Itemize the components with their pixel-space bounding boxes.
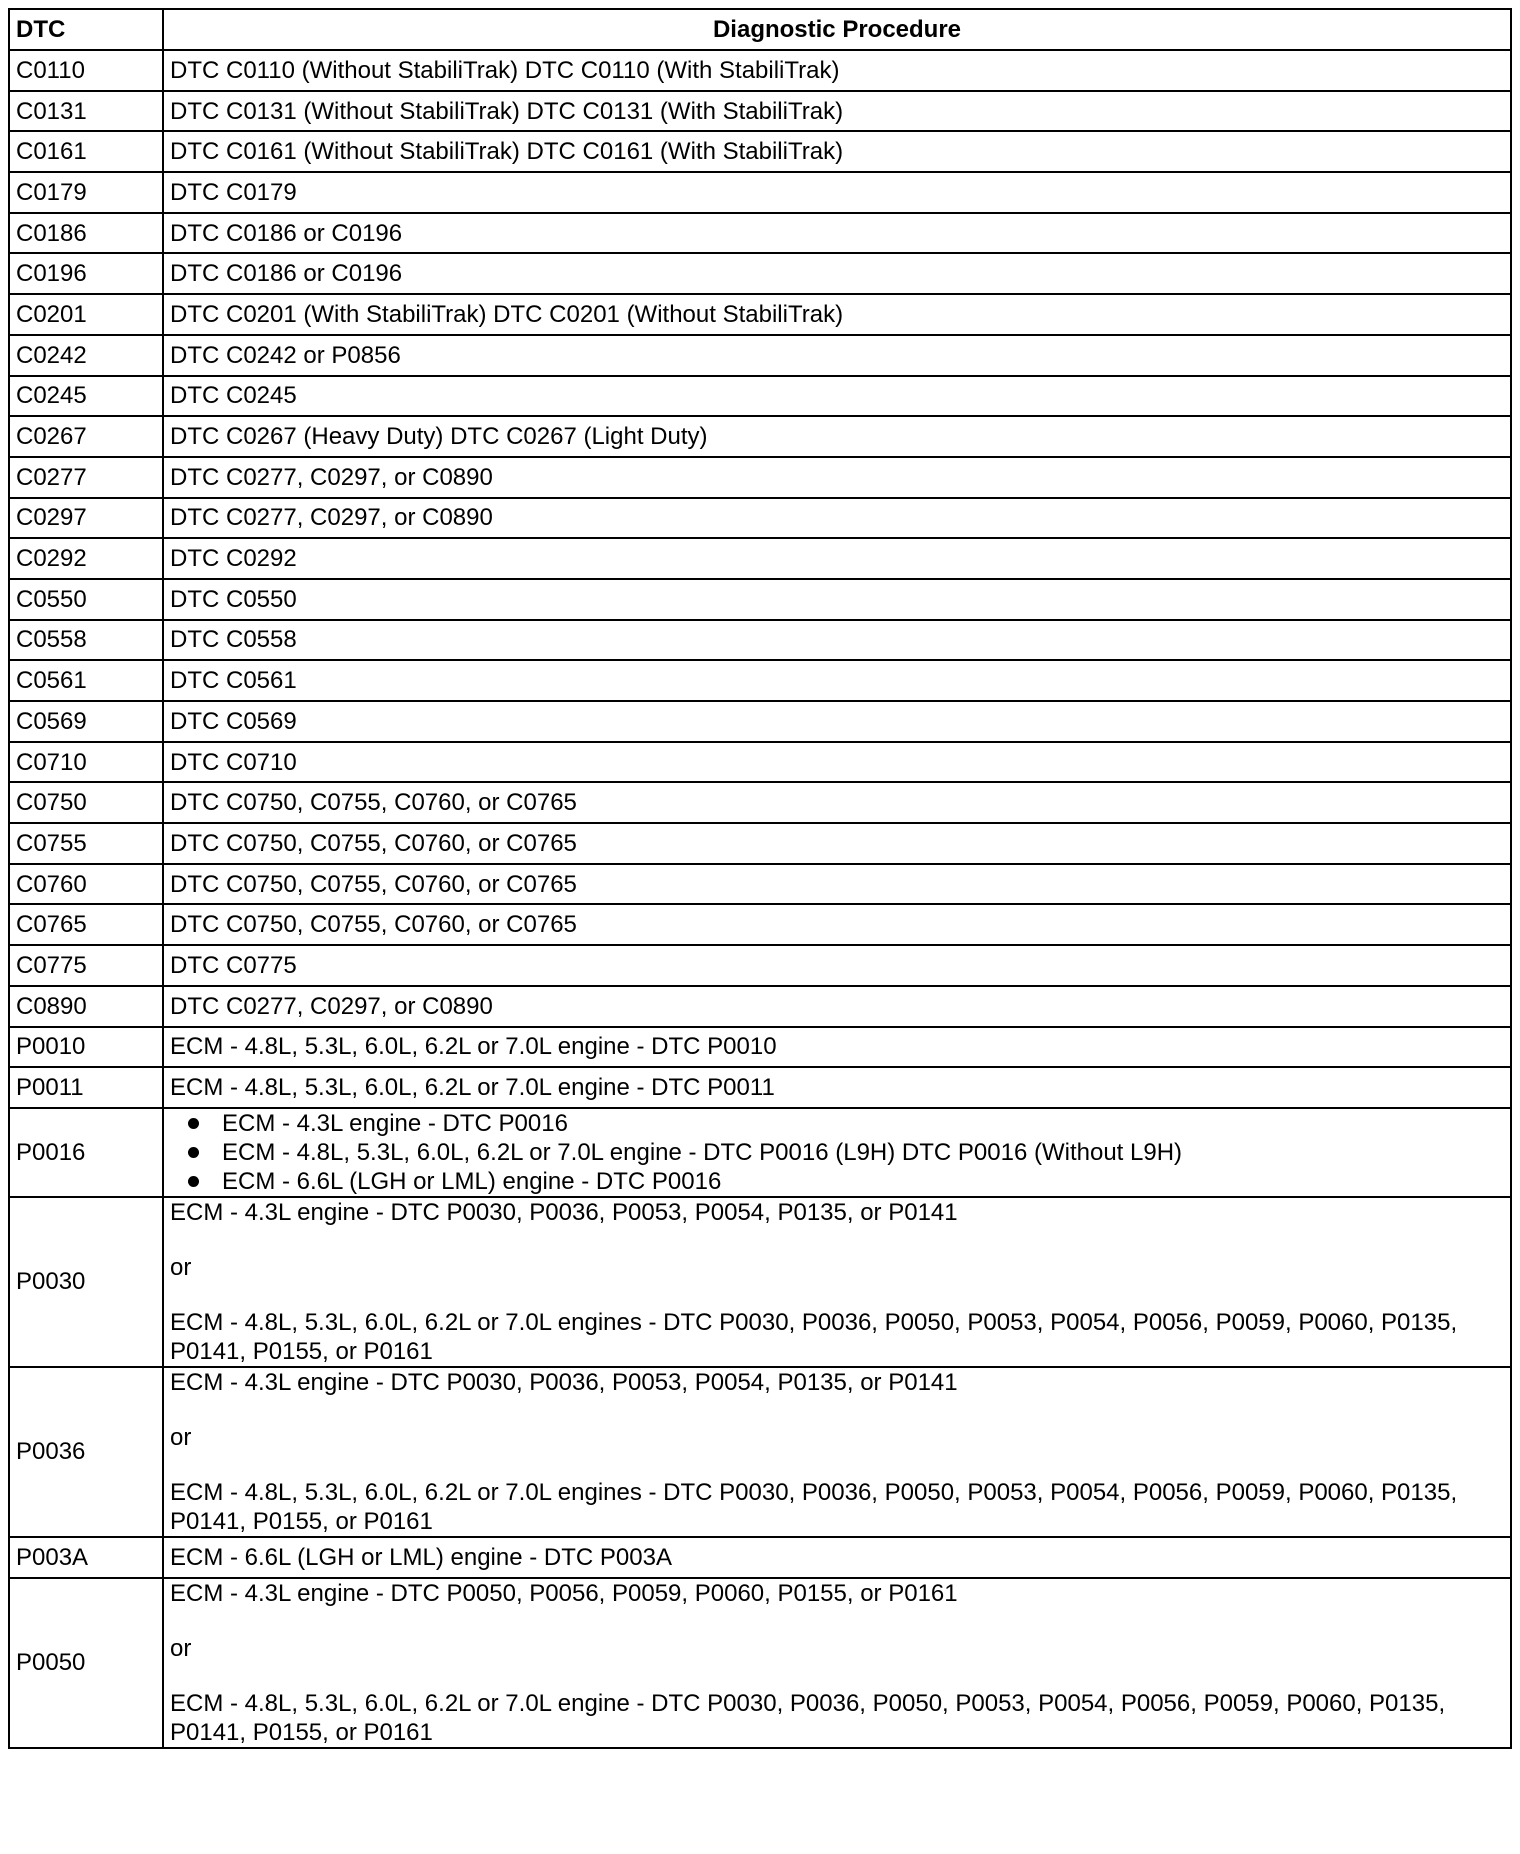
dtc-cell: C0765 [9, 904, 163, 945]
dtc-cell: C0561 [9, 660, 163, 701]
table-row [9, 538, 1511, 579]
procedure-cell: DTC C0277, C0297, or C0890 [163, 498, 1511, 539]
procedure-cell [163, 1197, 1511, 1367]
dtc-cell: C0161 [9, 131, 163, 172]
dtc-cell: C0179 [9, 172, 163, 213]
dtc-cell: C0890 [9, 986, 163, 1027]
dtc-cell: C0277 [9, 457, 163, 498]
bullet-icon [188, 1118, 199, 1129]
procedure-cell: DTC C0561 [163, 660, 1511, 701]
table-row [9, 742, 1511, 783]
procedure-cell: ECM - 4.8L, 5.3L, 6.0L, 6.2L or 7.0L engine - DTC P0011 [163, 1067, 1511, 1108]
dtc-column-header: DTC [9, 9, 163, 50]
table-row-p0050 [9, 1578, 1511, 1748]
table-row [9, 945, 1511, 986]
procedure-cell: DTC C0186 or C0196 [163, 213, 1511, 254]
procedure-cell: DTC C0245 [163, 376, 1511, 417]
bullet-text: ECM - 4.8L, 5.3L, 6.0L, 6.2L or 7.0L engine - DTC P0016 (L9H) DTC P0016 (Without L9H) [222, 1138, 1183, 1166]
procedure-line: ECM - 4.3L engine - DTC P0030, P0036, P0053, P0054, P0135, or P0141 [170, 1368, 958, 1396]
procedure-cell: DTC C0131 (Without StabiliTrak) DTC C0131 (With StabiliTrak) [163, 91, 1511, 132]
procedure-line: ECM - 4.8L, 5.3L, 6.0L, 6.2L or 7.0L engines - DTC P0030, P0036, P0050, P0053, P0054, P0056, P0059, P0060, P0135, P0141, P0155, or P0161 [170, 1478, 1458, 1535]
bullet-list [170, 1109, 1504, 1196]
table-row [9, 131, 1511, 172]
procedure-cell: ECM - 4.8L, 5.3L, 6.0L, 6.2L or 7.0L engine - DTC P0010 [163, 1027, 1511, 1068]
table-row [9, 701, 1511, 742]
dtc-cell: C0292 [9, 538, 163, 579]
dtc-cell: P0010 [9, 1027, 163, 1068]
table-row [9, 823, 1511, 864]
procedure-cell: DTC C0277, C0297, or C0890 [163, 986, 1511, 1027]
procedure-column-header: Diagnostic Procedure [163, 9, 1511, 50]
procedure-cell: DTC C0267 (Heavy Duty) DTC C0267 (Light Duty) [163, 416, 1511, 457]
procedure-cell [163, 1578, 1511, 1748]
dtc-table [8, 8, 1512, 1749]
table-row [9, 213, 1511, 254]
table-row [9, 782, 1511, 823]
procedure-line: ECM - 4.8L, 5.3L, 6.0L, 6.2L or 7.0L engines - DTC P0030, P0036, P0050, P0053, P0054, P0056, P0059, P0060, P0135, P0141, P0155, or P0161 [170, 1308, 1458, 1365]
bullet-icon [188, 1147, 199, 1158]
table-row-p003a [9, 1537, 1511, 1578]
dtc-cell: C0201 [9, 294, 163, 335]
procedure-cell: DTC C0750, C0755, C0760, or C0765 [163, 823, 1511, 864]
table-row [9, 376, 1511, 417]
procedure-cell: DTC C0242 or P0856 [163, 335, 1511, 376]
dtc-cell: C0242 [9, 335, 163, 376]
table-row-p0016 [9, 1108, 1511, 1197]
procedure-cell: DTC C0110 (Without StabiliTrak) DTC C0110 (With StabiliTrak) [163, 50, 1511, 91]
table-row [9, 620, 1511, 661]
table-row-p0030 [9, 1197, 1511, 1367]
procedure-cell: DTC C0569 [163, 701, 1511, 742]
procedure-cell: DTC C0750, C0755, C0760, or C0765 [163, 782, 1511, 823]
bullet-text: ECM - 4.3L engine - DTC P0016 [222, 1109, 568, 1137]
dtc-cell: P0016 [9, 1108, 163, 1197]
dtc-cell: C0267 [9, 416, 163, 457]
table-row [9, 904, 1511, 945]
table-row [9, 253, 1511, 294]
table-row [9, 294, 1511, 335]
dtc-cell: C0110 [9, 50, 163, 91]
procedure-cell: DTC C0775 [163, 945, 1511, 986]
table-row [9, 457, 1511, 498]
dtc-cell: C0196 [9, 253, 163, 294]
bullet-icon [188, 1176, 199, 1187]
dtc-cell: C0186 [9, 213, 163, 254]
bullet-item [170, 1167, 1504, 1196]
bullet-text: ECM - 6.6L (LGH or LML) engine - DTC P0016 [222, 1167, 722, 1195]
bullet-item [170, 1109, 1504, 1138]
procedure-cell: DTC C0161 (Without StabiliTrak) DTC C0161 (With StabiliTrak) [163, 131, 1511, 172]
dtc-cell: C0710 [9, 742, 163, 783]
dtc-cell: C0297 [9, 498, 163, 539]
dtc-cell: C0569 [9, 701, 163, 742]
procedure-cell: ECM - 6.6L (LGH or LML) engine - DTC P003A [163, 1537, 1511, 1578]
table-row [9, 864, 1511, 905]
procedure-cell: DTC C0710 [163, 742, 1511, 783]
dtc-cell: C0775 [9, 945, 163, 986]
dtc-cell: C0558 [9, 620, 163, 661]
dtc-cell: C0131 [9, 91, 163, 132]
or-text: or [170, 1634, 192, 1662]
dtc-cell: P0050 [9, 1578, 163, 1748]
procedure-cell: DTC C0750, C0755, C0760, or C0765 [163, 864, 1511, 905]
procedure-cell: DTC C0558 [163, 620, 1511, 661]
dtc-cell: C0755 [9, 823, 163, 864]
procedure-cell: DTC C0277, C0297, or C0890 [163, 457, 1511, 498]
table-row [9, 50, 1511, 91]
table-row [9, 986, 1511, 1027]
table-header-row [9, 9, 1511, 50]
procedure-cell [163, 1108, 1511, 1197]
procedure-cell: DTC C0179 [163, 172, 1511, 213]
bullet-item [170, 1138, 1504, 1167]
procedure-line: ECM - 4.8L, 5.3L, 6.0L, 6.2L or 7.0L engine - DTC P0030, P0036, P0050, P0053, P0054, P0056, P0059, P0060, P0135, P0141, P0155, or P0161 [170, 1689, 1446, 1746]
procedure-cell: DTC C0292 [163, 538, 1511, 579]
dtc-cell: C0245 [9, 376, 163, 417]
table-row [9, 660, 1511, 701]
dtc-cell: C0550 [9, 579, 163, 620]
procedure-cell: DTC C0201 (With StabiliTrak) DTC C0201 (Without StabiliTrak) [163, 294, 1511, 335]
dtc-cell: P0030 [9, 1197, 163, 1367]
table-row [9, 335, 1511, 376]
dtc-cell: P003A [9, 1537, 163, 1578]
table-row [9, 416, 1511, 457]
or-text: or [170, 1423, 192, 1451]
procedure-cell: DTC C0186 or C0196 [163, 253, 1511, 294]
or-text: or [170, 1253, 192, 1281]
procedure-cell: DTC C0750, C0755, C0760, or C0765 [163, 904, 1511, 945]
table-row-p0036 [9, 1367, 1511, 1537]
procedure-line: ECM - 4.3L engine - DTC P0030, P0036, P0053, P0054, P0135, or P0141 [170, 1198, 958, 1226]
table-row [9, 172, 1511, 213]
dtc-cell: C0760 [9, 864, 163, 905]
dtc-cell: P0036 [9, 1367, 163, 1537]
dtc-cell: C0750 [9, 782, 163, 823]
table-row [9, 498, 1511, 539]
table-row [9, 91, 1511, 132]
table-row [9, 1027, 1511, 1068]
table-row [9, 579, 1511, 620]
dtc-cell: P0011 [9, 1067, 163, 1108]
table-row [9, 1067, 1511, 1108]
procedure-line: ECM - 4.3L engine - DTC P0050, P0056, P0059, P0060, P0155, or P0161 [170, 1579, 958, 1607]
procedure-cell [163, 1367, 1511, 1537]
procedure-cell: DTC C0550 [163, 579, 1511, 620]
